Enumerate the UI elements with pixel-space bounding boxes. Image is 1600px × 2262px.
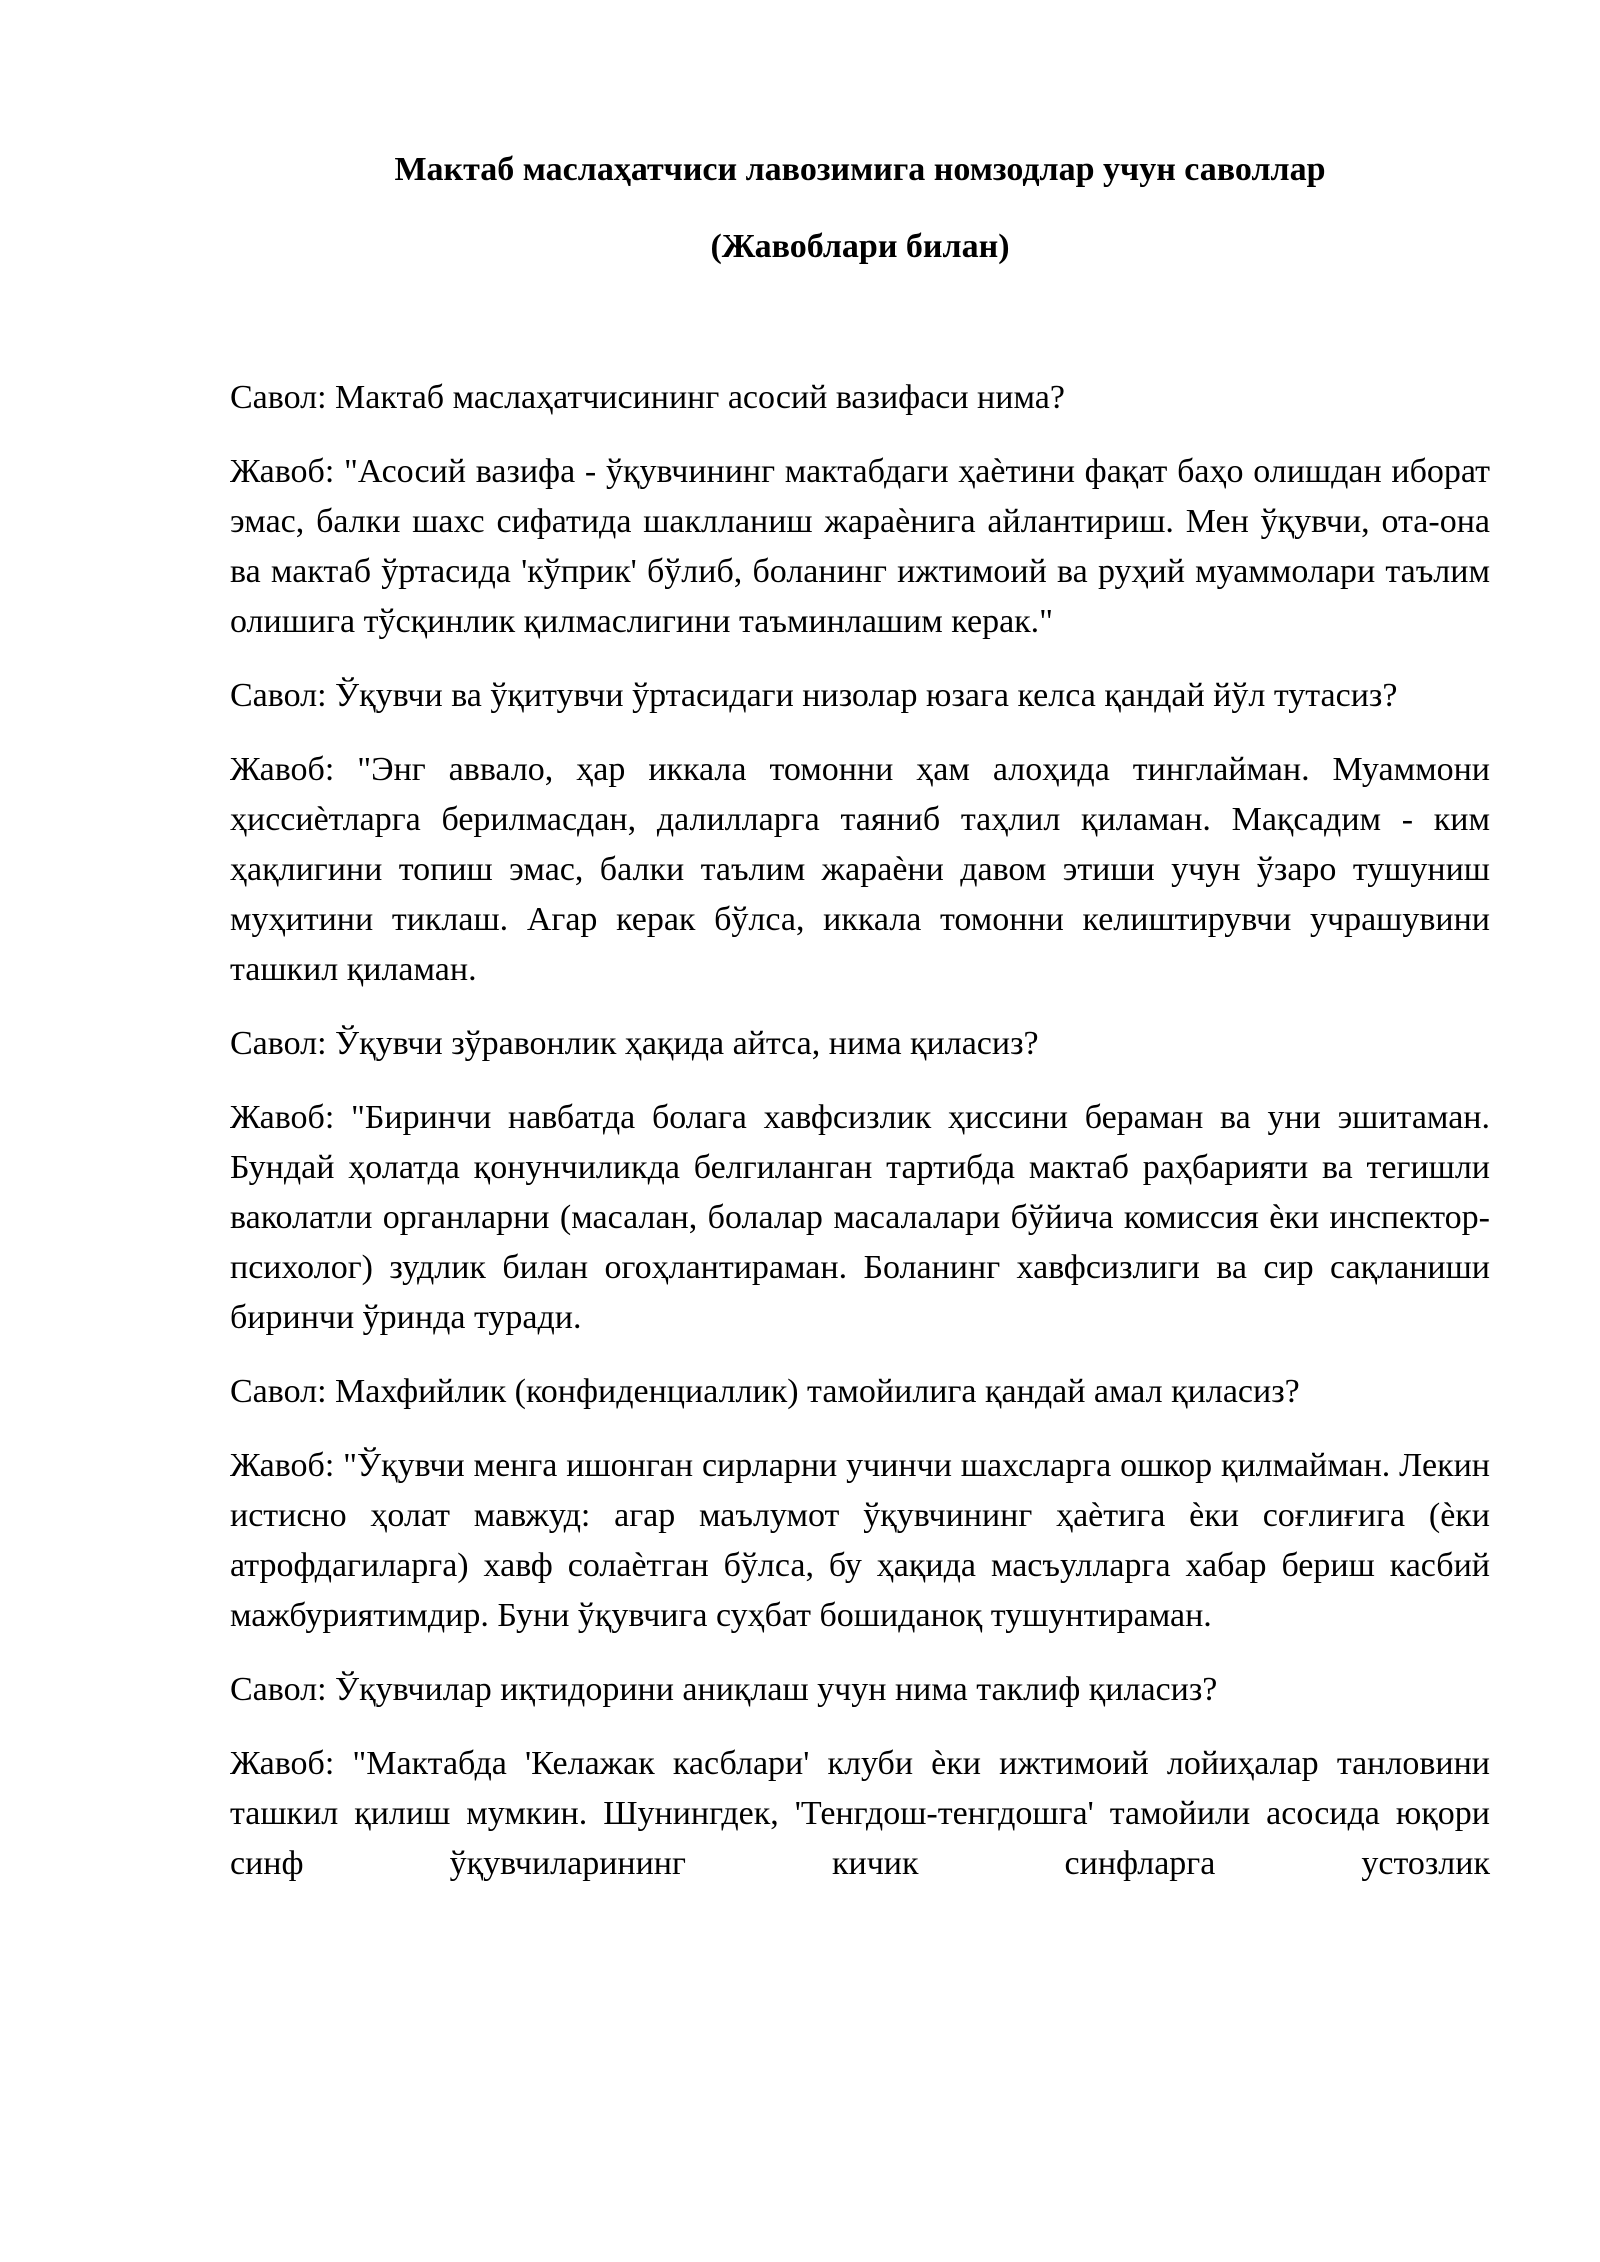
- answer-3: Жавоб: "Биринчи навбатда болага хавфсизлик ҳиссини бераман ва уни эшитаман. Бундай ҳолатда қонунчиликда белгиланган тартибда мактаб раҳбарияти ва тегишли ваколатли органларни (масалан, болалар масалалари бўйича комиссия ѐки инспектор-психолог) зудлик билан огоҳлантираман. Боланинг хавфсизлиги ва сир сақланиши биринчи ўринда туради.: [230, 1099, 1490, 1336]
- document-title: Мактаб маслаҳатчиси лавозимига номзодлар учун саволлар: [394, 151, 1326, 188]
- answer-2: Жавоб: "Энг аввало, ҳар иккала томонни ҳам алоҳида тинглайман. Муаммони ҳиссиѐтларга берилмасдан, далилларга таяниб таҳлил қиламан. Мақсадим - ким ҳақлигини топиш эмас, балки таълим жараѐни давом этиши учун ўзаро тушуниш муҳитини тиклаш. Агар керак бўлса, иккала томонни келиштирувчи учрашувини ташкил қиламан.: [230, 751, 1490, 988]
- question-5: Савол: Ўқувчилар иқтидорини аниқлаш учун нима таклиф қиласиз?: [230, 1671, 1218, 1708]
- answer-4: Жавоб: "Ўқувчи менга ишонган сирларни учинчи шахсларга ошкор қилмайман. Лекин истисно ҳолат мавжуд: агар маълумот ўқувчининг ҳаѐтига ѐки соғлиғига (ѐки атрофдагиларга) хавф солаѐтган бўлса, бу ҳақида масъулларга хабар бериш касбий мажбуриятимдир. Буни ўқувчига суҳбат бошиданоқ тушунтираман.: [230, 1447, 1490, 1634]
- question-1: Савол: Мактаб маслаҳатчисининг асосий вазифаси нима?: [230, 379, 1065, 416]
- question-2: Савол: Ўқувчи ва ўқитувчи ўртасидаги низолар юзага келса қандай йўл тутасиз?: [230, 677, 1398, 714]
- question-4: Савол: Махфийлик (конфиденциаллик) тамойилига қандай амал қиласиз?: [230, 1373, 1300, 1410]
- answer-1: Жавоб: "Асосий вазифа - ўқувчининг мактабдаги ҳаѐтини фақат баҳо олишдан иборат эмас, балки шахс сифатида шаклланиш жараѐнига айлантириш. Мен ўқувчи, ота-она ва мактаб ўртасида 'кўприк' бўлиб, боланинг ижтимоий ва руҳий муаммолари таълим олишига тўсқинлик қилмаслигини таъминлашим керак.": [230, 453, 1490, 640]
- document-body: [230, 373, 1490, 1913]
- answer-5: Жавоб: "Мактабда 'Келажак касблари' клуби ѐки ижтимоий лойиҳалар танловини ташкил қилиш мумкин. Шунингдек, 'Тенгдош-тенгдошга' тамойили асосида юқори синф ўқувчиларининг кичик синфларга устозлик: [230, 1745, 1490, 1882]
- document-subtitle: (Жавоблари билан): [710, 228, 1010, 265]
- question-3: Савол: Ўқувчи зўравонлик ҳақида айтса, нима қиласиз?: [230, 1025, 1039, 1062]
